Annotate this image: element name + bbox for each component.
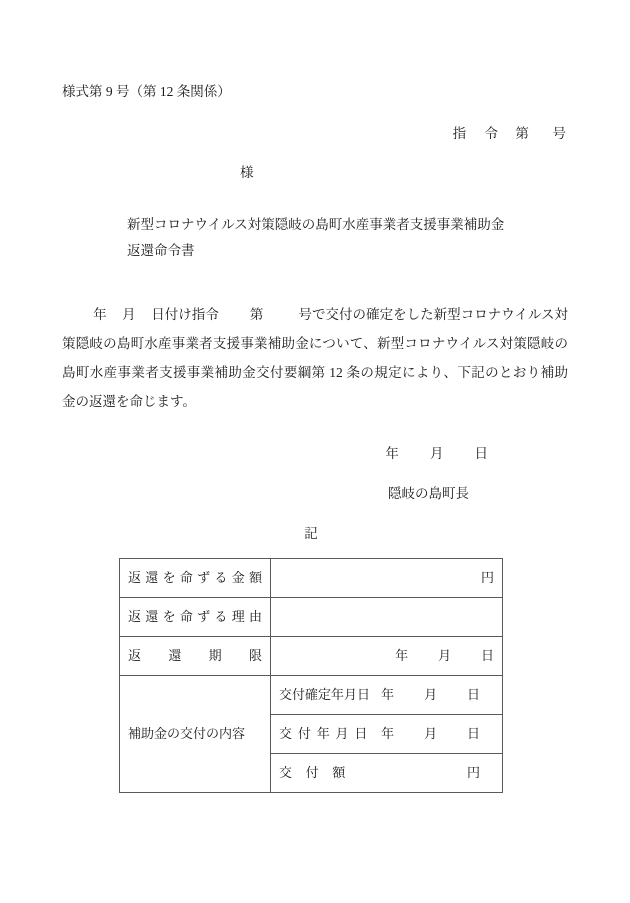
value-grant-date[interactable] xyxy=(271,715,503,754)
deadline-day: 日 xyxy=(480,647,494,663)
signer-name: 隠岐の島町長 xyxy=(388,486,469,501)
date-month: 月 xyxy=(429,446,444,461)
value-refund-deadline[interactable] xyxy=(271,637,503,676)
value-refund-reason[interactable] xyxy=(271,598,503,637)
sub-label-grant-confirm-date: 交付確定年月日 xyxy=(279,686,371,702)
body-dai: 第 xyxy=(249,307,264,322)
label-refund-deadline xyxy=(120,637,271,676)
document-title-line2: 返還命令書 xyxy=(127,243,195,259)
directive-label: 指 令 xyxy=(452,126,506,141)
body-paragraph xyxy=(62,300,568,416)
document-date-line xyxy=(0,426,488,478)
table-row-refund-deadline xyxy=(120,637,503,676)
label-grant-content-text: 補助金の交付の内容 xyxy=(128,725,246,741)
label-refund-deadline-text: 返 還 期 限 xyxy=(128,647,262,663)
body-year: 年 xyxy=(93,307,107,322)
label-refund-amount xyxy=(120,559,271,598)
sub-label-grant-amount: 交付額 xyxy=(279,764,359,780)
body-day-directive: 日付け指令 xyxy=(151,307,219,322)
sub-value-grant-confirm-date: 年 月 日 xyxy=(381,686,480,702)
label-grant-content xyxy=(120,676,271,793)
value-refund-amount[interactable] xyxy=(271,559,503,598)
document-title-line1: 新型コロナウイルス対策隠岐の島町水産事業者支援事業補助金 xyxy=(127,217,505,232)
deadline-month: 月 xyxy=(438,647,452,663)
document-title xyxy=(127,212,504,265)
label-refund-amount-text: 返 還 を 命 ず る 金 額 xyxy=(128,569,262,585)
table-row-refund-amount xyxy=(120,559,503,598)
unit-yen-refund-amount: 円 xyxy=(480,569,494,585)
value-grant-amount[interactable] xyxy=(271,754,503,793)
body-month: 月 xyxy=(122,307,136,322)
recipient-honorific: 様 xyxy=(240,165,254,180)
ki-mark xyxy=(0,522,630,542)
body-main-text: 号で交付の確定をした新型コロナウイルス対策隠岐の島町水産事業者支援事業補助金について、新型コロナウイルス対策隠岐の島町水産事業者支援事業補助金交付要綱第 12 条の規定により、下記のとおり補助金の返還を命じます。 xyxy=(62,307,569,410)
ki-label: 記 xyxy=(304,526,318,541)
table-row-grant-confirm-date xyxy=(120,676,503,715)
refund-detail-table xyxy=(119,558,503,793)
date-day: 日 xyxy=(474,446,488,461)
directive-number-line xyxy=(0,106,566,158)
label-refund-reason xyxy=(120,598,271,637)
sub-label-grant-date: 交付年月日 xyxy=(279,725,374,741)
unit-yen-grant-amount: 円 xyxy=(466,764,480,780)
value-grant-confirm-date[interactable] xyxy=(271,676,503,715)
sub-value-grant-date: 年 月 日 xyxy=(381,725,480,741)
label-refund-reason-text: 返 還 を 命 ず る 理 由 xyxy=(128,608,262,624)
date-year: 年 xyxy=(385,446,399,461)
directive-gou: 号 xyxy=(552,126,566,141)
deadline-year: 年 xyxy=(395,647,409,663)
directive-dai: 第 xyxy=(515,126,529,141)
table-row-refund-reason xyxy=(120,598,503,637)
form-number: 様式第 9 号（第 12 条関係） xyxy=(62,84,231,99)
